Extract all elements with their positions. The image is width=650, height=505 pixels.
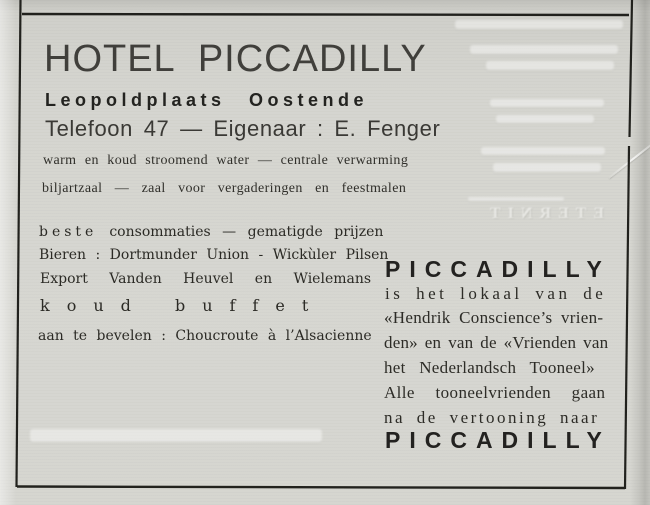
piccadilly-brand-top: PICCADILLY — [385, 256, 611, 282]
promo-line-1: is het lokaal van de — [385, 284, 607, 303]
recommendation-line: aan te bevelen : Choucroute à l’Alsacienne — [38, 328, 372, 344]
offer-line — [39, 224, 383, 240]
promo-line-4: het Nederlandsch Tooneel» — [384, 358, 595, 377]
hotel-address: Leopoldplaats Oostende — [45, 90, 369, 110]
hotel-name-heading: HOTEL PICCADILLY — [44, 38, 427, 80]
offer-rest-text: consommaties — gematigde prijzen — [109, 224, 384, 240]
offer-lead-word: beste — [39, 224, 98, 240]
promo-line-6: na de vertooning naar — [384, 408, 600, 427]
amenities-line-2: biljartzaal — zaal voor vergaderingen en feestmalen — [42, 181, 407, 196]
beers-line-2: Export Vanden Heuvel en Wielemans — [40, 271, 372, 287]
cold-buffet-line: koud buffet — [40, 296, 326, 315]
beers-line-1: Bieren : Dortmunder Union - Wickùler Pilsen — [39, 247, 389, 263]
promo-line-2: «Hendrik Conscience’s vrien- — [384, 308, 604, 327]
piccadilly-brand-bottom: PICCADILLY — [385, 427, 611, 453]
bleedthrough-ghost-text: ETERNIT — [483, 205, 605, 222]
amenities-line-1: warm en koud stroomend water — centrale verwarming — [43, 153, 409, 168]
promo-line-3: den» en van de «Vrienden van — [384, 333, 609, 352]
hotel-phone-owner: Telefoon 47 — Eigenaar : E. Fenger — [45, 116, 441, 141]
promo-line-5: Alle tooneelvrienden gaan — [384, 383, 606, 402]
